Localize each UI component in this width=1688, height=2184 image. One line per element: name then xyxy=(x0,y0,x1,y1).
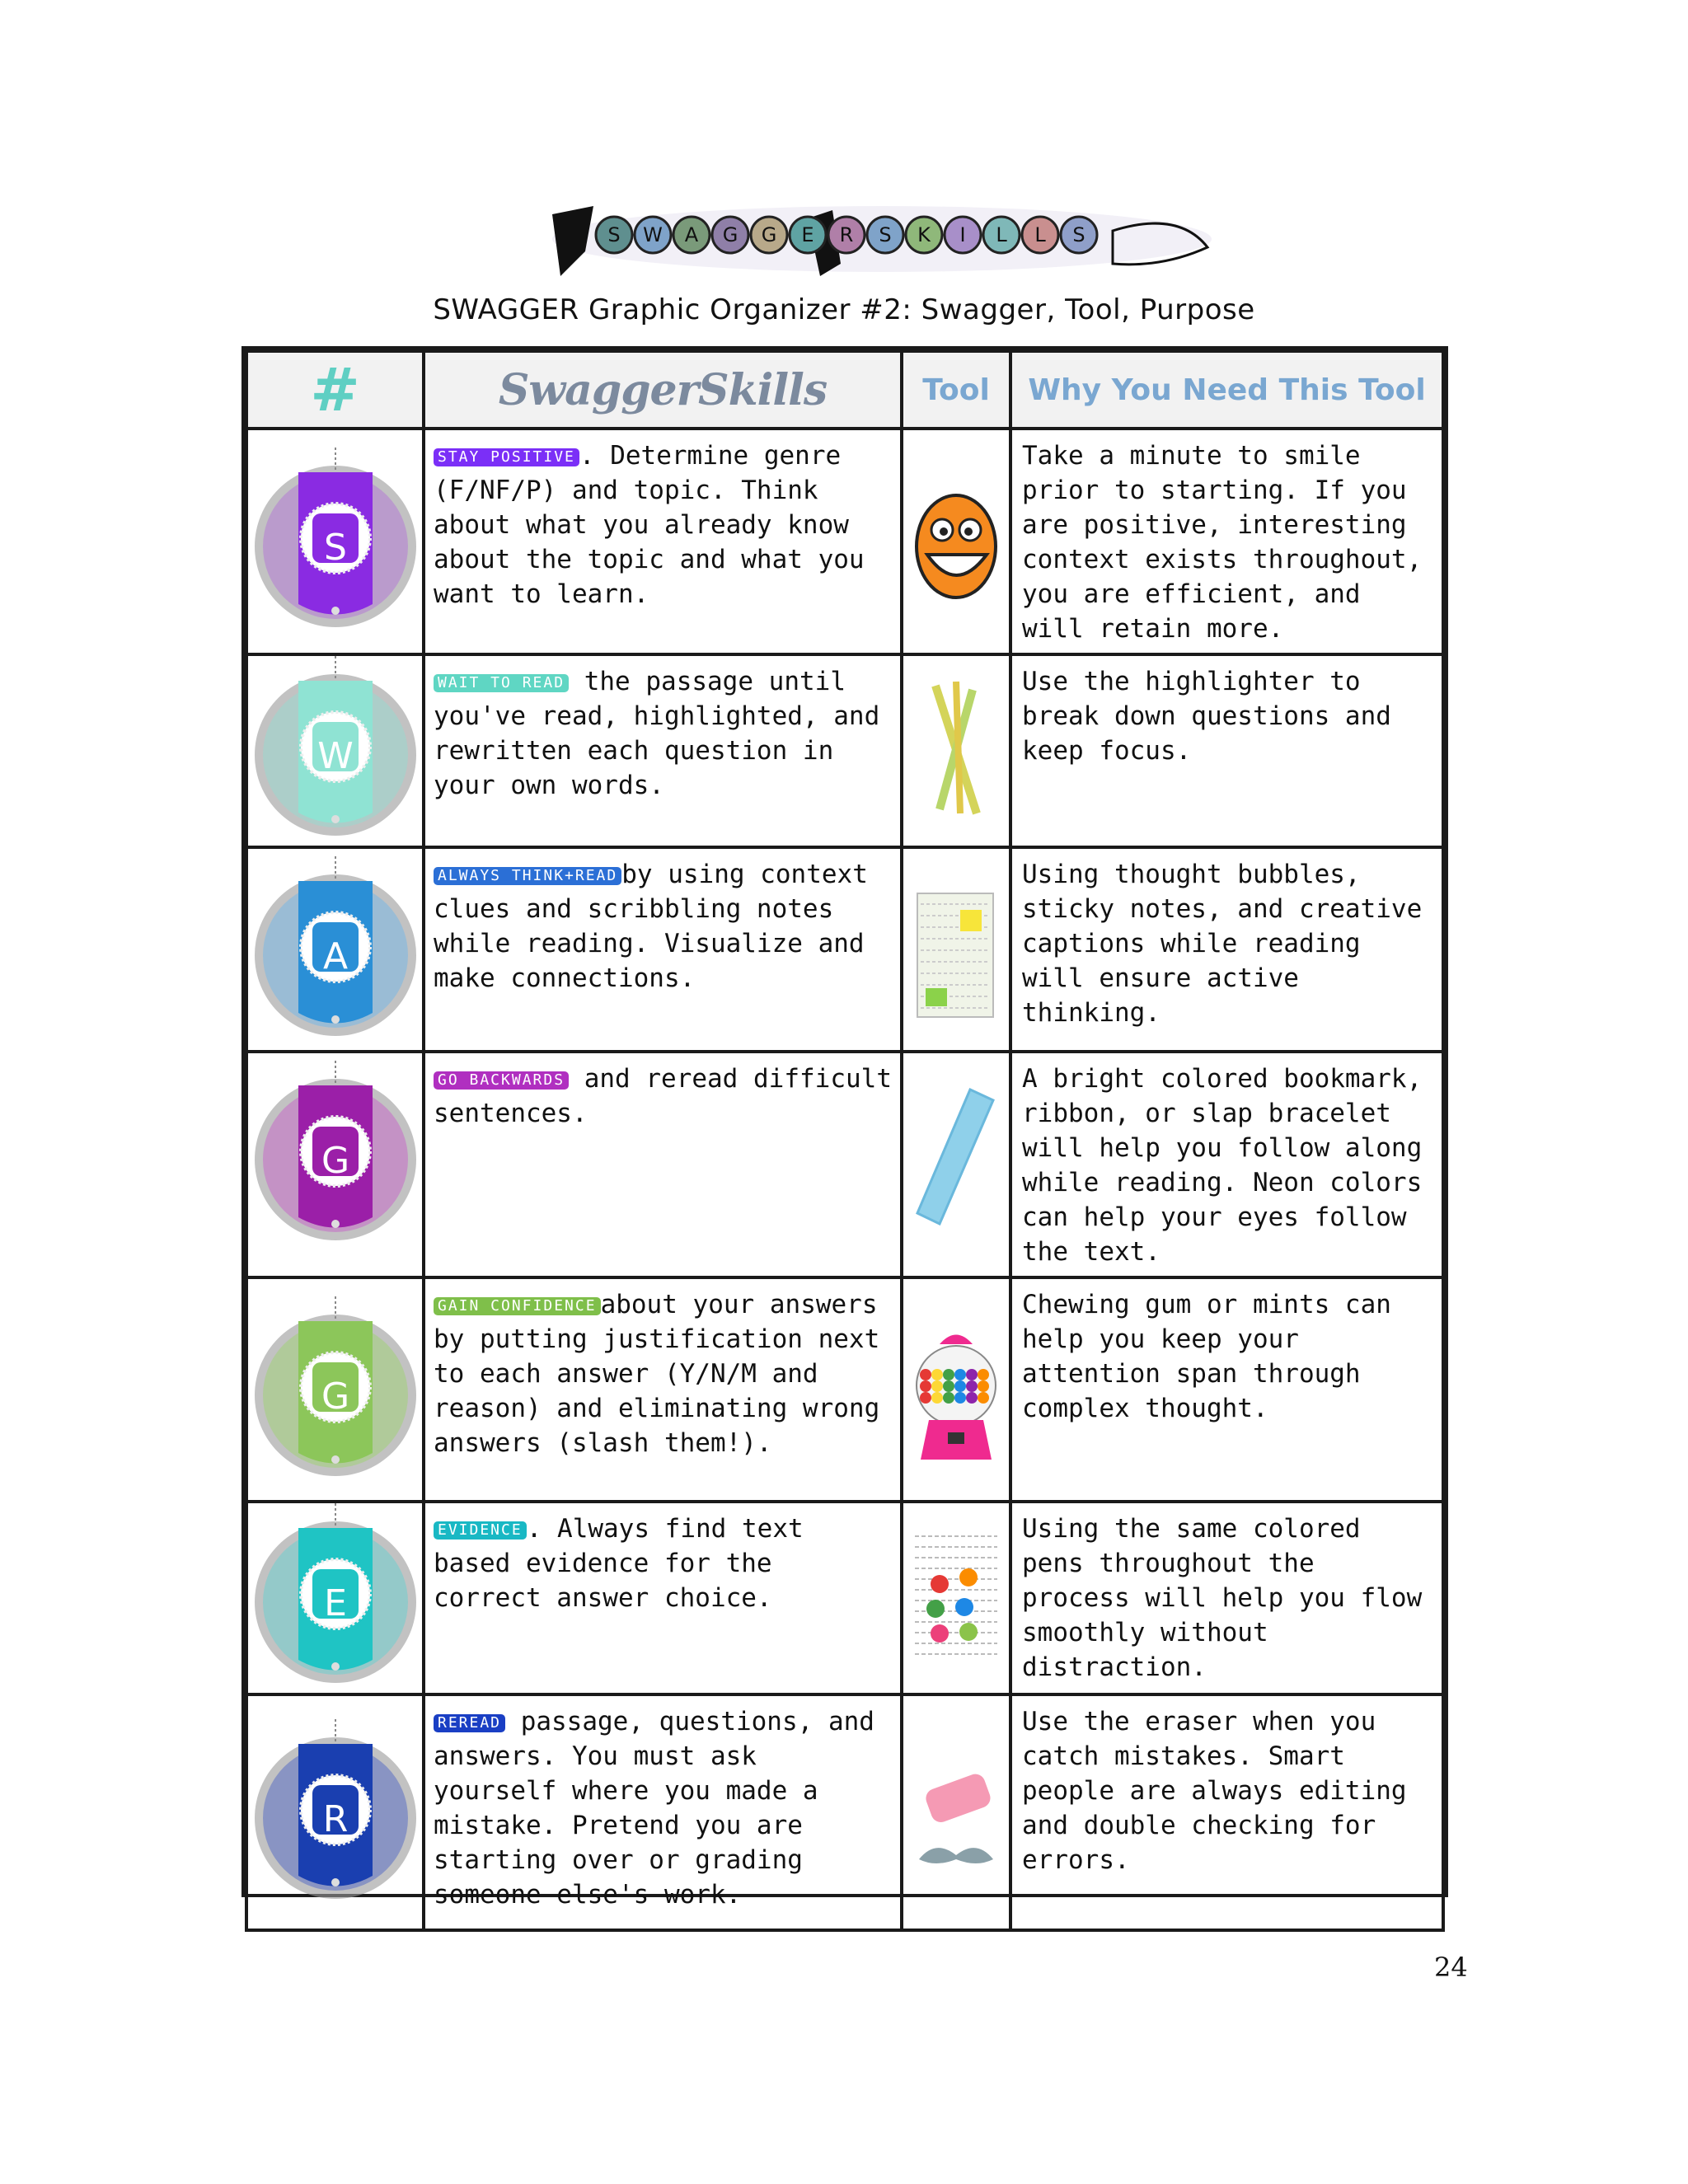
swagger-badge-icon xyxy=(253,1719,418,1909)
step-description: by using context clues and scribbling notes while reading. Visualize and make connections. xyxy=(434,860,868,993)
step-text xyxy=(425,849,900,1002)
logo-letter: G xyxy=(761,223,777,246)
badge-letter: G xyxy=(321,1140,349,1182)
tool-cell xyxy=(902,1502,1010,1694)
swagger-badge-icon xyxy=(253,656,418,846)
sticky-notes-icon xyxy=(911,881,1001,1021)
letter-badge-cell xyxy=(246,847,424,1052)
badge-letter: E xyxy=(323,1582,347,1624)
swagger-badge-icon xyxy=(253,1061,418,1250)
why-cell xyxy=(1010,1277,1443,1502)
step-description: . Determine genre (F/NF/P) and topic. Think about what you already know about the topic and what you want to learn. xyxy=(434,441,865,609)
page-subtitle: SWAGGER Graphic Organizer #2: Swagger, Tool, Purpose xyxy=(433,293,1255,326)
logo-letter: L xyxy=(996,223,1007,246)
step-tag: EVIDENCE xyxy=(434,1521,527,1540)
step-cell xyxy=(424,1277,902,1502)
why-cell xyxy=(1010,1052,1443,1277)
why-cell xyxy=(1010,429,1443,654)
letter-badge-cell xyxy=(246,1052,424,1277)
gumball-machine-icon xyxy=(911,1321,1001,1461)
pencils-icon xyxy=(911,677,1001,818)
tool-cell xyxy=(902,847,1010,1052)
step-tag: WAIT TO READ xyxy=(434,674,569,692)
logo-letter: W xyxy=(643,223,663,246)
step-cell xyxy=(424,654,902,847)
step-cell xyxy=(424,847,902,1052)
step-cell xyxy=(424,429,902,654)
tool-cell xyxy=(902,1052,1010,1277)
logo-letter: K xyxy=(917,223,931,246)
table-row xyxy=(246,847,1443,1052)
table-row xyxy=(246,1694,1443,1930)
why-cell xyxy=(1010,654,1443,847)
swagger-badge-icon xyxy=(253,448,418,637)
colored-pens-icon xyxy=(911,1526,1001,1666)
step-description: about your answers by putting justification next to each answer (Y/N/M and reason) and eliminating wrong answers (slash them!). xyxy=(434,1290,880,1458)
why-cell xyxy=(1010,847,1443,1052)
smiley-face-icon xyxy=(911,472,1001,612)
step-cell xyxy=(424,1694,902,1930)
logo-letter: S xyxy=(607,223,621,246)
logo-letter: G xyxy=(722,223,738,246)
step-tag: STAY POSITIVE xyxy=(434,448,579,466)
bookmark-icon xyxy=(911,1085,1001,1226)
badge-letter: R xyxy=(322,1798,348,1840)
step-tag: GO BACKWARDS xyxy=(434,1071,569,1090)
badge-letter: G xyxy=(321,1376,349,1418)
graphic-organizer-table xyxy=(241,346,1448,1910)
why-text: Using thought bubbles, sticky notes, and creative captions while reading will ensure active thinking. xyxy=(1022,860,1423,1028)
why-cell xyxy=(1010,1502,1443,1694)
why-text: Take a minute to smile prior to starting. If you are positive, interesting context exists throughout, you are efficient, and will retain more. xyxy=(1022,441,1423,644)
why-text: Using the same colored pens throughout the process will help you flow smoothly without distraction. xyxy=(1022,1514,1423,1682)
logo-letter: S xyxy=(1072,223,1085,246)
why-text: A bright colored bookmark, ribbon, or slap bracelet will help you follow along while reading. Neon colors can help your eyes follow the text. xyxy=(1022,1064,1423,1267)
step-text xyxy=(425,1053,900,1137)
eraser-icon xyxy=(911,1744,1001,1884)
letter-badge-cell xyxy=(246,1277,424,1502)
tool-cell xyxy=(902,429,1010,654)
step-text xyxy=(425,430,900,618)
step-text xyxy=(425,656,900,809)
swagger-skills-logo xyxy=(536,185,1212,288)
logo-letter: E xyxy=(801,223,814,246)
badge-letter: A xyxy=(322,935,348,977)
table-row xyxy=(246,1052,1443,1277)
logo-letter: A xyxy=(684,223,699,246)
table-row xyxy=(246,1502,1443,1694)
swagger-badge-icon xyxy=(253,856,418,1046)
step-description: and reread difficult sentences. xyxy=(434,1064,892,1128)
letter-badge-cell xyxy=(246,1502,424,1694)
logo-letter: R xyxy=(839,223,854,246)
step-cell xyxy=(424,1052,902,1277)
step-cell xyxy=(424,1502,902,1694)
why-text: Use the eraser when you catch mistakes. Smart people are always editing and double checking for errors. xyxy=(1022,1707,1407,1875)
step-description: . Always find text based evidence for the correct answer choice. xyxy=(434,1514,804,1613)
step-tag: REREAD xyxy=(434,1714,505,1732)
step-tag: GAIN CONFIDENCE xyxy=(434,1297,601,1315)
header-swagger-skills: SwaggerSkills xyxy=(424,351,902,429)
badge-letter: S xyxy=(323,527,347,569)
letter-badge-cell xyxy=(246,1694,424,1930)
step-text xyxy=(425,1503,900,1622)
header-row xyxy=(246,351,1443,429)
tool-cell xyxy=(902,654,1010,847)
header-number: # xyxy=(246,351,424,429)
logo-letter: S xyxy=(879,223,892,246)
page-number: 24 xyxy=(1434,1952,1468,1983)
why-text: Use the highlighter to break down questions and keep focus. xyxy=(1022,667,1391,766)
table-row xyxy=(246,429,1443,654)
step-tag: ALWAYS THINK+READ xyxy=(434,867,621,885)
table-row xyxy=(246,654,1443,847)
why-cell xyxy=(1010,1694,1443,1930)
badge-letter: W xyxy=(316,735,354,777)
swagger-badge-icon xyxy=(253,1503,418,1693)
why-text: Chewing gum or mints can help you keep your attention span through complex thought. xyxy=(1022,1290,1391,1423)
logo-letter: I xyxy=(959,223,966,246)
tool-cell xyxy=(902,1277,1010,1502)
letter-badge-cell xyxy=(246,429,424,654)
step-description: the passage until you've read, highlighted, and rewritten each question in your own words. xyxy=(434,667,880,800)
header-why: Why You Need This Tool xyxy=(1010,351,1443,429)
step-text xyxy=(425,1696,900,1919)
table-row xyxy=(246,1277,1443,1502)
step-description: passage, questions, and answers. You must ask yourself where you made a mistake. Pretend you are starting over or grading someone else's work. xyxy=(434,1707,874,1910)
letter-badge-cell xyxy=(246,654,424,847)
logo-letter: L xyxy=(1034,223,1046,246)
header-tool: Tool xyxy=(902,351,1010,429)
step-text xyxy=(425,1279,900,1467)
tool-cell xyxy=(902,1694,1010,1930)
swagger-badge-icon xyxy=(253,1296,418,1486)
